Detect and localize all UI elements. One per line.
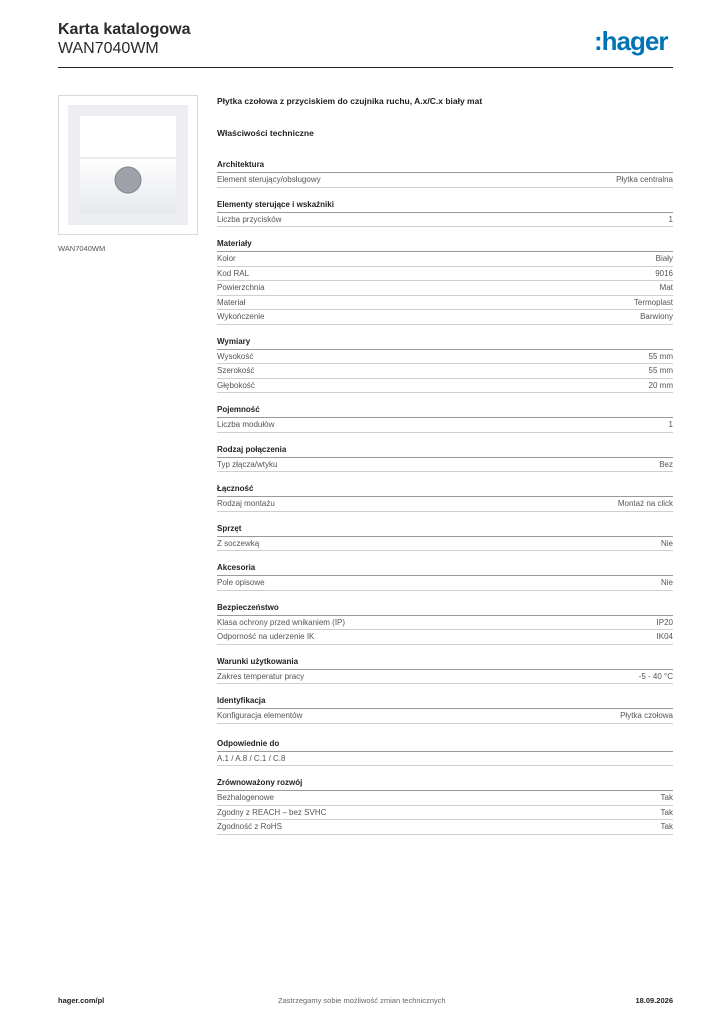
hager-logo <box>594 26 674 58</box>
property-label: Typ złącza/wtyku <box>217 459 278 469</box>
property-value: Nie <box>660 578 673 587</box>
product-image <box>58 95 198 235</box>
property-value: Nie <box>660 538 673 548</box>
property-label: Kod RAL <box>217 268 250 278</box>
property-label: Zakres temperatur pracy <box>217 671 305 681</box>
header-divider <box>58 67 673 68</box>
property-value: Bez <box>659 459 673 469</box>
property-group <box>217 238 673 325</box>
spacer <box>217 393 673 404</box>
document-title: Karta katalogowa <box>58 21 191 38</box>
sustainability-group <box>217 777 673 835</box>
footer-disclaimer: Zastrzegamy sobie możliwość zmian technicznych <box>278 996 446 1005</box>
property-row <box>217 709 673 724</box>
footer-date: 18.09.2026 <box>635 996 673 1005</box>
property-label: Powierzchnia <box>217 283 265 292</box>
property-value: Płytka centralna <box>616 175 673 184</box>
property-label: Głębokość <box>217 380 255 390</box>
product-description: Płytka czołowa z przyciskiem do czujnika ruchu, A.x/C.x biały mat <box>217 96 483 106</box>
property-row <box>217 213 673 228</box>
group-title: Architektura <box>217 160 265 169</box>
property-row <box>217 752 673 767</box>
property-value: Biały <box>655 254 673 263</box>
property-value: Barwiony <box>640 312 673 321</box>
spacer <box>217 325 673 336</box>
property-group <box>217 523 673 552</box>
group-title: Sprzęt <box>217 523 242 533</box>
section-title: Właściwości techniczne <box>217 128 314 138</box>
property-value: Tak <box>660 793 673 802</box>
group-title: Rodzaj połączenia <box>217 444 287 454</box>
property-row <box>217 820 673 835</box>
property-groups <box>217 159 673 724</box>
property-group <box>217 444 673 473</box>
group-title: Warunki użytkowania <box>217 656 299 666</box>
property-label: Zgodny z REACH – bez SVHC <box>217 807 327 817</box>
property-value: Płytka czołowa <box>620 711 673 720</box>
property-value: 55 mm <box>648 366 673 375</box>
compatible-group <box>217 738 673 767</box>
spacer <box>217 188 673 199</box>
property-value: IK04 <box>656 632 673 641</box>
spacer <box>217 512 673 523</box>
property-label: Liczba modułów <box>217 420 275 429</box>
spacer <box>217 551 673 562</box>
property-label: Liczba przycisków <box>217 214 282 224</box>
property-group <box>217 199 673 228</box>
property-value: -5 - 40 °C <box>638 671 673 681</box>
property-label: Z soczewką <box>217 538 260 548</box>
property-group <box>217 695 673 724</box>
property-group <box>217 656 673 685</box>
header <box>58 20 190 58</box>
property-row <box>217 458 673 473</box>
spacer <box>217 684 673 695</box>
spacer <box>217 472 673 483</box>
property-row <box>217 497 673 512</box>
property-row <box>217 350 673 365</box>
sustainability-rows <box>217 791 673 835</box>
property-label: Klasa ochrony przed wnikaniem (IP) <box>217 617 346 627</box>
property-label: Odporność na uderzenie IK <box>217 632 315 641</box>
group-title: Pojemność <box>217 405 260 414</box>
technical-data <box>217 95 673 835</box>
property-value: 1 <box>668 214 673 224</box>
property-group <box>217 483 673 512</box>
property-value: Mat <box>659 283 673 292</box>
property-label: Wykończenie <box>217 312 265 321</box>
property-value: 9016 <box>655 268 673 278</box>
spacer <box>217 724 673 738</box>
property-label: Wysokość <box>217 351 254 361</box>
property-label: Element sterujący/obsługowy <box>217 175 321 184</box>
property-value: 1 <box>668 420 673 429</box>
group-title: Zrównoważony rozwój <box>217 778 303 787</box>
property-label: Pole opisowe <box>217 578 265 587</box>
property-group <box>217 562 673 591</box>
faceplate-illustration <box>59 96 197 234</box>
property-value: Termoplast <box>633 297 673 307</box>
property-row <box>217 806 673 821</box>
group-title: Materiały <box>217 239 252 248</box>
spacer <box>217 433 673 444</box>
logo-text: :hager <box>594 26 668 56</box>
property-value: IP20 <box>656 617 673 627</box>
property-group <box>217 404 673 433</box>
spacer <box>217 645 673 656</box>
property-label: Szerokość <box>217 366 255 375</box>
group-title: Akcesoria <box>217 563 256 572</box>
property-row <box>217 670 673 685</box>
property-label: Rodzaj montażu <box>217 499 275 508</box>
property-row <box>217 630 673 645</box>
property-value: Montaż na click <box>617 499 673 508</box>
property-group <box>217 336 673 394</box>
property-row <box>217 281 673 296</box>
property-row <box>217 616 673 631</box>
group-title: Odpowiednie do <box>217 738 280 748</box>
property-row <box>217 252 673 267</box>
property-group <box>217 602 673 645</box>
spacer <box>217 766 673 777</box>
spacer <box>217 227 673 238</box>
group-title: Elementy sterujące i wskaźniki <box>217 199 334 209</box>
group-title: Identyfikacja <box>217 696 266 705</box>
property-row <box>217 418 673 433</box>
property-label: Kolor <box>217 254 236 263</box>
property-row <box>217 576 673 591</box>
spacer <box>217 591 673 602</box>
group-title: Bezpieczeństwo <box>217 602 279 612</box>
property-label: Konfiguracja elementów <box>217 711 303 720</box>
property-value: Tak <box>660 822 673 831</box>
image-caption: WAN7040WM <box>58 244 106 253</box>
group-title: Wymiary <box>217 336 251 346</box>
property-row <box>217 173 673 188</box>
property-row <box>217 791 673 806</box>
property-row <box>217 537 673 552</box>
property-row <box>217 379 673 394</box>
compatible-value: A.1 / A.8 / C.1 / C.8 <box>217 753 286 763</box>
group-title: Łączność <box>217 484 254 493</box>
property-group <box>217 159 673 188</box>
property-row <box>217 310 673 325</box>
property-row <box>217 364 673 379</box>
property-row <box>217 267 673 282</box>
property-row <box>217 296 673 311</box>
product-code: WAN7040WM <box>58 40 159 57</box>
property-label: Bezhalogenowe <box>217 793 274 802</box>
property-value: 55 mm <box>648 351 673 361</box>
property-value: Tak <box>660 807 673 817</box>
footer-website: hager.com/pl <box>58 996 105 1005</box>
property-value: 20 mm <box>648 380 673 390</box>
property-label: Zgodność z RoHS <box>217 822 282 831</box>
property-label: Materiał <box>217 297 246 307</box>
